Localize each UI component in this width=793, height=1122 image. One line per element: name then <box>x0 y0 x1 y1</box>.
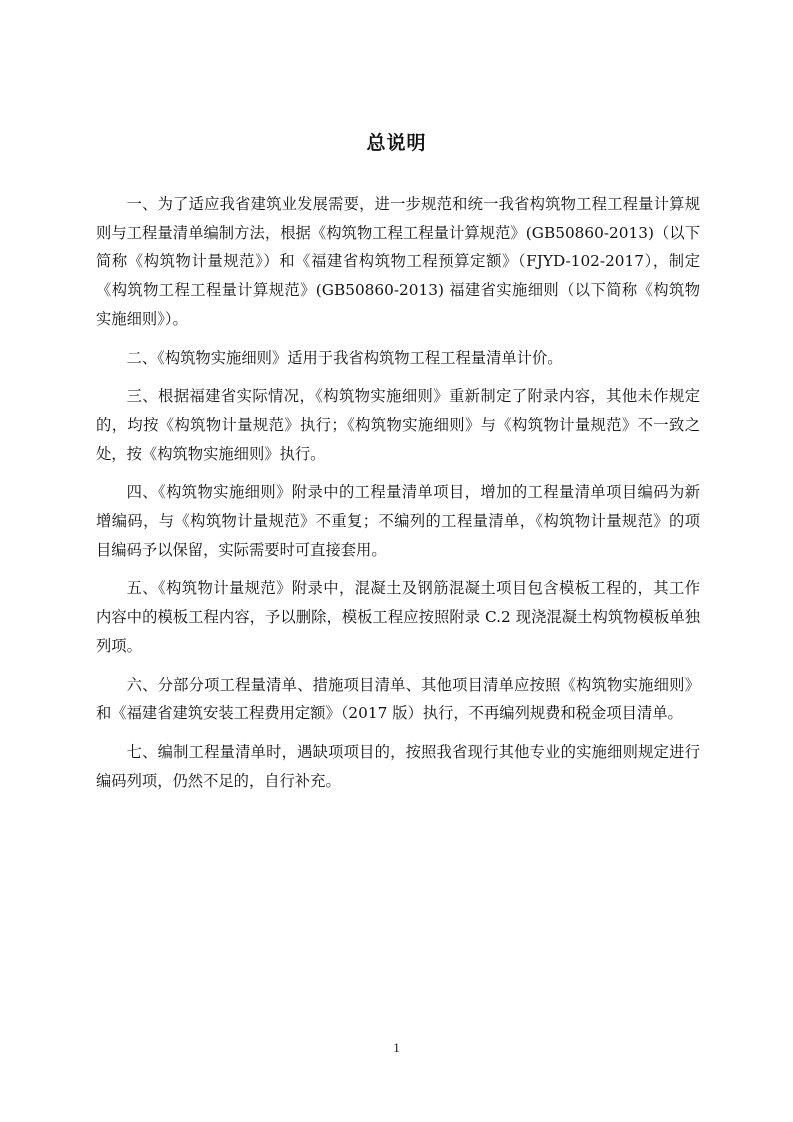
page-title: 总说明 <box>366 132 427 154</box>
paragraph-1: 一、为了适应我省建筑业发展需要，进一步规范和统一我省构筑物工程工程量计算规则与工程量清单编制方法，根据《构筑物工程工程量计算规范》(GB50860-2013)（以下简称《构筑物计量规范》）和《福建省构筑物工程预算定额》（FJYD-102-2017），制定《构筑物工程工程量计算规范》(GB50860-2013) 福建省实施细则（以下简称《构筑物实施细则》）。 <box>96 195 700 328</box>
paragraph-5: 五、《构筑物计量规范》附录中，混凝土及钢筋混凝土项目包含模板工程的，其工作内容中的模板工程内容，予以删除，模板工程应按照附录 C.2 现浇混凝土构筑物模板单独列项。 <box>96 579 700 655</box>
page-number: 1 <box>393 1040 400 1055</box>
paragraph-2: 二、《构筑物实施细则》适用于我省构筑物工程工程量清单计价。 <box>126 348 563 367</box>
paragraph-3: 三、根据福建省实际情况，《构筑物实施细则》重新制定了附录内容，其他未作规定的，均按《构筑物计量规范》执行；《构筑物实施细则》与《构筑物计量规范》不一致之处，按《构筑物实施细则》执行。 <box>96 387 700 463</box>
paragraph-6: 六、分部分项工程量清单、措施项目清单、其他项目清单应按照《构筑物实施细则》和《福建省建筑安装工程费用定额》（2017 版）执行，不再编列规费和税金项目清单。 <box>96 675 700 723</box>
paragraph-7: 七、编制工程量清单时，遇缺项项目的，按照我省现行其他专业的实施细则规定进行编码列项，仍然不足的，自行补充。 <box>96 742 700 790</box>
paragraph-4: 四、《构筑物实施细则》附录中的工程量清单项目，增加的工程量清单项目编码为新增编码，与《构筑物计量规范》不重复；不编列的工程量清单，《构筑物计量规范》的项目编码予以保留，实际需要时可直接套用。 <box>96 483 700 559</box>
document-body <box>96 190 700 805</box>
